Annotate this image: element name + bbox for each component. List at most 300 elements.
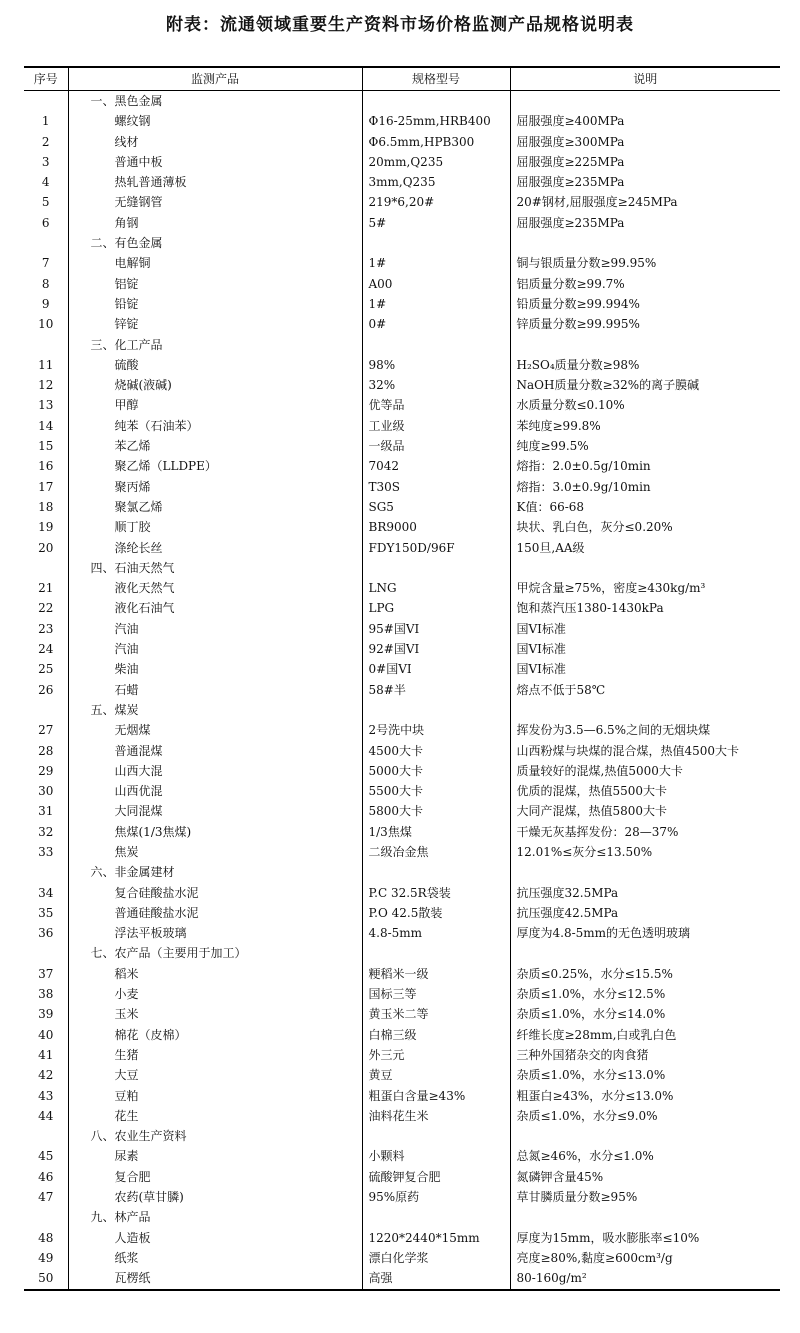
row-note <box>510 1126 780 1146</box>
row-spec: 3mm,Q235 <box>362 172 510 192</box>
row-number: 3 <box>41 154 50 169</box>
row-spec: 92#国VI <box>362 639 510 659</box>
table-row <box>24 984 780 1004</box>
section-row <box>24 558 780 578</box>
row-product: 液化石油气 <box>68 598 362 618</box>
table-row <box>24 274 780 294</box>
row-note: 杂质≤1.0%，水分≤14.0% <box>510 1004 780 1024</box>
row-note: 山西粉煤与块煤的混合煤，热值4500大卡 <box>510 741 780 761</box>
row-number: 39 <box>38 1007 54 1022</box>
row-number: 35 <box>38 905 54 920</box>
row-note: 屈服强度≥235MPa <box>510 172 780 192</box>
row-number: 18 <box>38 499 54 514</box>
row-number: 17 <box>38 479 54 494</box>
table-row <box>24 1004 780 1024</box>
row-product: 无烟煤 <box>68 720 362 740</box>
row-note: 杂质≤1.0%，水分≤9.0% <box>510 1106 780 1126</box>
row-number: 27 <box>38 723 54 738</box>
row-spec <box>362 233 510 253</box>
row-spec: 20mm,Q235 <box>362 152 510 172</box>
row-note: NaOH质量分数≥32%的离子膜碱 <box>510 375 780 395</box>
section-row <box>24 91 780 112</box>
row-number: 29 <box>38 763 54 778</box>
table-row <box>24 578 780 598</box>
row-number: 1 <box>41 114 50 129</box>
row-note: 屈服强度≥225MPa <box>510 152 780 172</box>
row-product: 生猪 <box>68 1045 362 1065</box>
row-product: 花生 <box>68 1106 362 1126</box>
table-row <box>24 1025 780 1045</box>
row-note <box>510 335 780 355</box>
row-spec: 黄豆 <box>362 1065 510 1085</box>
row-product: 焦煤(1/3焦煤) <box>68 822 362 842</box>
row-number: 9 <box>41 296 50 311</box>
row-product: 聚氯乙烯 <box>68 497 362 517</box>
spec-table <box>24 66 780 1291</box>
row-number: 47 <box>38 1190 54 1205</box>
row-spec: 油料花生米 <box>362 1106 510 1126</box>
row-spec: 0#国VI <box>362 659 510 679</box>
table-row <box>24 1228 780 1248</box>
row-note: 屈服强度≥235MPa <box>510 213 780 233</box>
row-number: 36 <box>38 926 54 941</box>
table-row <box>24 720 780 740</box>
row-spec: Φ16-25mm,HRB400 <box>362 111 510 131</box>
row-spec: 1# <box>362 294 510 314</box>
table-row <box>24 294 780 314</box>
row-product: 聚丙烯 <box>68 477 362 497</box>
table-row <box>24 456 780 476</box>
row-number: 34 <box>38 885 54 900</box>
section-row <box>24 233 780 253</box>
row-product: 苯乙烯 <box>68 436 362 456</box>
row-product: 小麦 <box>68 984 362 1004</box>
row-number: 46 <box>38 1169 54 1184</box>
row-spec: 0# <box>362 314 510 334</box>
row-number: 5 <box>41 195 50 210</box>
row-spec: Φ6.5mm,HPB300 <box>362 132 510 152</box>
table-row <box>24 761 780 781</box>
row-note: 挥发份为3.5—6.5%之间的无烟块煤 <box>510 720 780 740</box>
row-number: 40 <box>38 1027 54 1042</box>
row-product: 普通中板 <box>68 152 362 172</box>
table-row <box>24 355 780 375</box>
row-spec: 219*6,20# <box>362 192 510 212</box>
row-product: 烧碱(液碱) <box>68 375 362 395</box>
row-number: 44 <box>38 1108 54 1123</box>
row-spec: 粳稻米一级 <box>362 964 510 984</box>
row-note: 总氮≥46%，水分≤1.0% <box>510 1146 780 1166</box>
row-note: 锌质量分数≥99.995% <box>510 314 780 334</box>
row-product: 螺纹钢 <box>68 111 362 131</box>
row-spec: 2号洗中块 <box>362 720 510 740</box>
row-product: 硫酸 <box>68 355 362 375</box>
row-note: 12.01%≤灰分≤13.50% <box>510 842 780 862</box>
row-spec <box>362 943 510 963</box>
row-spec: P.C 32.5R袋装 <box>362 883 510 903</box>
row-spec: 4500大卡 <box>362 741 510 761</box>
row-spec: 漂白化学浆 <box>362 1248 510 1268</box>
row-number: 23 <box>38 621 54 636</box>
row-spec: LPG <box>362 598 510 618</box>
row-note <box>510 91 780 112</box>
row-note: 杂质≤1.0%，水分≤13.0% <box>510 1065 780 1085</box>
row-note: 抗压强度32.5MPa <box>510 883 780 903</box>
row-note: 苯纯度≥99.8% <box>510 416 780 436</box>
row-note <box>510 943 780 963</box>
section-title: 三、化工产品 <box>68 335 362 355</box>
table-row <box>24 923 780 943</box>
row-spec <box>362 1126 510 1146</box>
row-product: 石蜡 <box>68 680 362 700</box>
table-row <box>24 903 780 923</box>
row-number: 12 <box>38 378 54 393</box>
row-note <box>510 233 780 253</box>
row-product: 人造板 <box>68 1228 362 1248</box>
table-row <box>24 477 780 497</box>
row-product: 铝锭 <box>68 274 362 294</box>
row-number: 7 <box>41 256 50 271</box>
row-spec: 5500大卡 <box>362 781 510 801</box>
row-product: 瓦楞纸 <box>68 1268 362 1289</box>
row-note <box>510 1207 780 1227</box>
row-spec: 二级冶金焦 <box>362 842 510 862</box>
row-spec: FDY150D/96F <box>362 538 510 558</box>
row-spec: 95#国VI <box>362 619 510 639</box>
row-spec <box>362 335 510 355</box>
row-note: 杂质≤0.25%，水分≤15.5% <box>510 964 780 984</box>
row-spec: 5800大卡 <box>362 801 510 821</box>
section-title: 四、石油天然气 <box>68 558 362 578</box>
row-number: 10 <box>38 317 54 332</box>
row-note: 干燥无灰基挥发份：28—37% <box>510 822 780 842</box>
row-number: 21 <box>38 581 54 596</box>
section-row <box>24 943 780 963</box>
row-number: 42 <box>38 1068 54 1083</box>
row-note: 国VI标准 <box>510 639 780 659</box>
section-title: 二、有色金属 <box>68 233 362 253</box>
row-spec <box>362 91 510 112</box>
row-number: 45 <box>38 1149 54 1164</box>
row-spec: 外三元 <box>362 1045 510 1065</box>
row-note: 三种外国猪杂交的肉食猪 <box>510 1045 780 1065</box>
row-spec: P.O 42.5散装 <box>362 903 510 923</box>
table-row <box>24 842 780 862</box>
section-row <box>24 862 780 882</box>
table-row <box>24 192 780 212</box>
row-number: 30 <box>38 784 54 799</box>
row-product: 汽油 <box>68 619 362 639</box>
table-row <box>24 172 780 192</box>
row-number <box>24 233 68 253</box>
row-number: 32 <box>38 824 54 839</box>
row-number <box>24 1207 68 1227</box>
row-spec: 1# <box>362 253 510 273</box>
table-row <box>24 964 780 984</box>
row-note: 厚度为15mm，吸水膨胀率≤10% <box>510 1228 780 1248</box>
row-product: 复合硅酸盐水泥 <box>68 883 362 903</box>
table-row <box>24 883 780 903</box>
row-number: 13 <box>38 398 54 413</box>
row-note: 大同产混煤，热值5800大卡 <box>510 801 780 821</box>
table-row <box>24 111 780 131</box>
section-title: 一、黑色金属 <box>68 91 362 112</box>
row-spec: 硫酸钾复合肥 <box>362 1167 510 1187</box>
row-spec: LNG <box>362 578 510 598</box>
row-number: 37 <box>38 966 54 981</box>
row-spec: 5# <box>362 213 510 233</box>
row-spec <box>362 558 510 578</box>
row-spec: 95%原药 <box>362 1187 510 1207</box>
row-product: 棉花（皮棉） <box>68 1025 362 1045</box>
row-number: 6 <box>41 215 50 230</box>
row-product: 普通混煤 <box>68 741 362 761</box>
row-number <box>24 335 68 355</box>
row-number: 28 <box>38 743 54 758</box>
section-title: 八、农业生产资料 <box>68 1126 362 1146</box>
row-note: 150旦,AA级 <box>510 538 780 558</box>
row-number <box>24 943 68 963</box>
row-product: 涤纶长丝 <box>68 538 362 558</box>
row-note <box>510 700 780 720</box>
table-row <box>24 1268 780 1289</box>
row-spec: 一级品 <box>362 436 510 456</box>
row-number: 16 <box>38 459 54 474</box>
row-spec: 国标三等 <box>362 984 510 1004</box>
row-spec: BR9000 <box>362 517 510 537</box>
row-note: 铝质量分数≥99.7% <box>510 274 780 294</box>
row-product: 顺丁胶 <box>68 517 362 537</box>
table-row <box>24 1106 780 1126</box>
row-spec: 1/3焦煤 <box>362 822 510 842</box>
row-number: 24 <box>38 642 54 657</box>
row-product: 聚乙烯（LLDPE） <box>68 456 362 476</box>
row-note: 水质量分数≤0.10% <box>510 395 780 415</box>
table-body <box>24 91 780 1290</box>
table-row <box>24 375 780 395</box>
row-note: 厚度为4.8-5mm的无色透明玻璃 <box>510 923 780 943</box>
row-product: 大同混煤 <box>68 801 362 821</box>
row-spec: A00 <box>362 274 510 294</box>
row-product: 无缝钢管 <box>68 192 362 212</box>
table-row <box>24 1248 780 1268</box>
table-row <box>24 1187 780 1207</box>
table-row <box>24 680 780 700</box>
row-product: 尿素 <box>68 1146 362 1166</box>
row-note: K值：66-68 <box>510 497 780 517</box>
row-number: 38 <box>38 987 54 1002</box>
row-note: 20#钢材,屈服强度≥245MPa <box>510 192 780 212</box>
row-note: 铜与银质量分数≥99.95% <box>510 253 780 273</box>
row-spec <box>362 700 510 720</box>
table-row <box>24 497 780 517</box>
row-number <box>24 558 68 578</box>
row-number: 31 <box>38 804 54 819</box>
table-row <box>24 253 780 273</box>
row-note: 块状、乳白色，灰分≤0.20% <box>510 517 780 537</box>
table-row <box>24 801 780 821</box>
row-product: 铅锭 <box>68 294 362 314</box>
row-note: 熔指：3.0±0.9g/10min <box>510 477 780 497</box>
row-number: 19 <box>38 520 54 535</box>
row-note: 优质的混煤，热值5500大卡 <box>510 781 780 801</box>
row-number: 25 <box>38 662 54 677</box>
row-product: 焦炭 <box>68 842 362 862</box>
row-spec: 98% <box>362 355 510 375</box>
row-product: 甲醇 <box>68 395 362 415</box>
row-note: 草甘膦质量分数≥95% <box>510 1187 780 1207</box>
row-note <box>510 862 780 882</box>
header-num: 序号 <box>24 67 68 91</box>
row-spec: 58#半 <box>362 680 510 700</box>
row-note: 纯度≥99.5% <box>510 436 780 456</box>
row-spec: T30S <box>362 477 510 497</box>
table-row <box>24 538 780 558</box>
row-spec: 优等品 <box>362 395 510 415</box>
row-number <box>24 700 68 720</box>
row-note <box>510 558 780 578</box>
row-number: 43 <box>38 1088 54 1103</box>
table-row <box>24 416 780 436</box>
table-row <box>24 314 780 334</box>
section-row <box>24 700 780 720</box>
table-row <box>24 395 780 415</box>
row-product: 山西大混 <box>68 761 362 781</box>
table-row <box>24 639 780 659</box>
row-product: 浮法平板玻璃 <box>68 923 362 943</box>
row-note: 饱和蒸汽压1380-1430kPa <box>510 598 780 618</box>
row-number: 50 <box>24 1268 68 1289</box>
row-product: 液化天然气 <box>68 578 362 598</box>
row-note: 80-160g/m² <box>510 1268 780 1289</box>
section-title: 九、林产品 <box>68 1207 362 1227</box>
row-spec: 32% <box>362 375 510 395</box>
row-number: 11 <box>38 357 54 372</box>
section-title: 七、农产品（主要用于加工） <box>68 943 362 963</box>
section-row <box>24 1126 780 1146</box>
row-number <box>24 1126 68 1146</box>
table-row <box>24 619 780 639</box>
row-spec: 5000大卡 <box>362 761 510 781</box>
table-row <box>24 1167 780 1187</box>
header-spec: 规格型号 <box>362 67 510 91</box>
table-row <box>24 517 780 537</box>
row-spec: 白棉三级 <box>362 1025 510 1045</box>
row-note: 氮磷钾含量45% <box>510 1167 780 1187</box>
header-note: 说明 <box>510 67 780 91</box>
row-note: 屈服强度≥400MPa <box>510 111 780 131</box>
table-row <box>24 659 780 679</box>
row-spec <box>362 1207 510 1227</box>
row-product: 纸浆 <box>68 1248 362 1268</box>
row-product: 稻米 <box>68 964 362 984</box>
table-row <box>24 152 780 172</box>
table-row <box>24 1045 780 1065</box>
row-product: 农药(草甘膦) <box>68 1187 362 1207</box>
row-spec: 4.8-5mm <box>362 923 510 943</box>
table-row <box>24 781 780 801</box>
row-number: 14 <box>38 418 54 433</box>
row-product: 山西优混 <box>68 781 362 801</box>
row-spec: 高强 <box>362 1268 510 1289</box>
row-number: 41 <box>38 1047 54 1062</box>
row-note: 熔点不低于58℃ <box>510 680 780 700</box>
row-product: 复合肥 <box>68 1167 362 1187</box>
row-spec: 小颗料 <box>362 1146 510 1166</box>
section-title: 六、非金属建材 <box>68 862 362 882</box>
row-note: 亮度≥80%,黏度≥600cm³/g <box>510 1248 780 1268</box>
section-row <box>24 1207 780 1227</box>
row-note: 国VI标准 <box>510 619 780 639</box>
row-spec: 7042 <box>362 456 510 476</box>
row-number <box>24 91 68 112</box>
row-note: 杂质≤1.0%，水分≤12.5% <box>510 984 780 1004</box>
row-note: 抗压强度42.5MPa <box>510 903 780 923</box>
row-spec <box>362 862 510 882</box>
section-title: 五、煤炭 <box>68 700 362 720</box>
table-row <box>24 1086 780 1106</box>
table-row <box>24 822 780 842</box>
row-note: 粗蛋白≥43%，水分≤13.0% <box>510 1086 780 1106</box>
row-product: 纯苯（石油苯） <box>68 416 362 436</box>
row-number: 49 <box>38 1250 54 1265</box>
row-spec: 1220*2440*15mm <box>362 1228 510 1248</box>
table-row <box>24 598 780 618</box>
row-number: 15 <box>38 439 54 454</box>
row-spec: 工业级 <box>362 416 510 436</box>
row-product: 大豆 <box>68 1065 362 1085</box>
row-number: 33 <box>38 844 54 859</box>
page-title: 附表：流通领域重要生产资料市场价格监测产品规格说明表 <box>166 15 634 35</box>
row-note: 纤维长度≥28mm,白或乳白色 <box>510 1025 780 1045</box>
header-product: 监测产品 <box>68 67 362 91</box>
row-note: H₂SO₄质量分数≥98% <box>510 355 780 375</box>
row-spec: 粗蛋白含量≥43% <box>362 1086 510 1106</box>
row-note: 屈服强度≥300MPa <box>510 132 780 152</box>
section-row <box>24 335 780 355</box>
table-row <box>24 132 780 152</box>
row-product: 电解铜 <box>68 253 362 273</box>
row-note: 甲烷含量≥75%，密度≥430kg/m³ <box>510 578 780 598</box>
row-note: 熔指：2.0±0.5g/10min <box>510 456 780 476</box>
table-row <box>24 436 780 456</box>
row-number: 8 <box>41 276 50 291</box>
row-product: 锌锭 <box>68 314 362 334</box>
row-number: 4 <box>41 175 50 190</box>
row-product: 柴油 <box>68 659 362 679</box>
row-number: 48 <box>38 1230 54 1245</box>
row-note: 国VI标准 <box>510 659 780 679</box>
row-number: 26 <box>38 682 54 697</box>
row-product: 豆粕 <box>68 1086 362 1106</box>
table-row <box>24 741 780 761</box>
row-note: 质量较好的混煤,热值5000大卡 <box>510 761 780 781</box>
row-product: 线材 <box>68 132 362 152</box>
row-product: 热轧普通薄板 <box>68 172 362 192</box>
row-number: 20 <box>38 540 54 555</box>
row-note: 铅质量分数≥99.994% <box>510 294 780 314</box>
row-number: 22 <box>38 601 54 616</box>
row-number: 2 <box>41 134 50 149</box>
row-spec: SG5 <box>362 497 510 517</box>
row-product: 汽油 <box>68 639 362 659</box>
table-row <box>24 1146 780 1166</box>
row-number <box>24 862 68 882</box>
row-spec: 黄玉米二等 <box>362 1004 510 1024</box>
row-product: 角钢 <box>68 213 362 233</box>
row-product: 玉米 <box>68 1004 362 1024</box>
table-row <box>24 213 780 233</box>
